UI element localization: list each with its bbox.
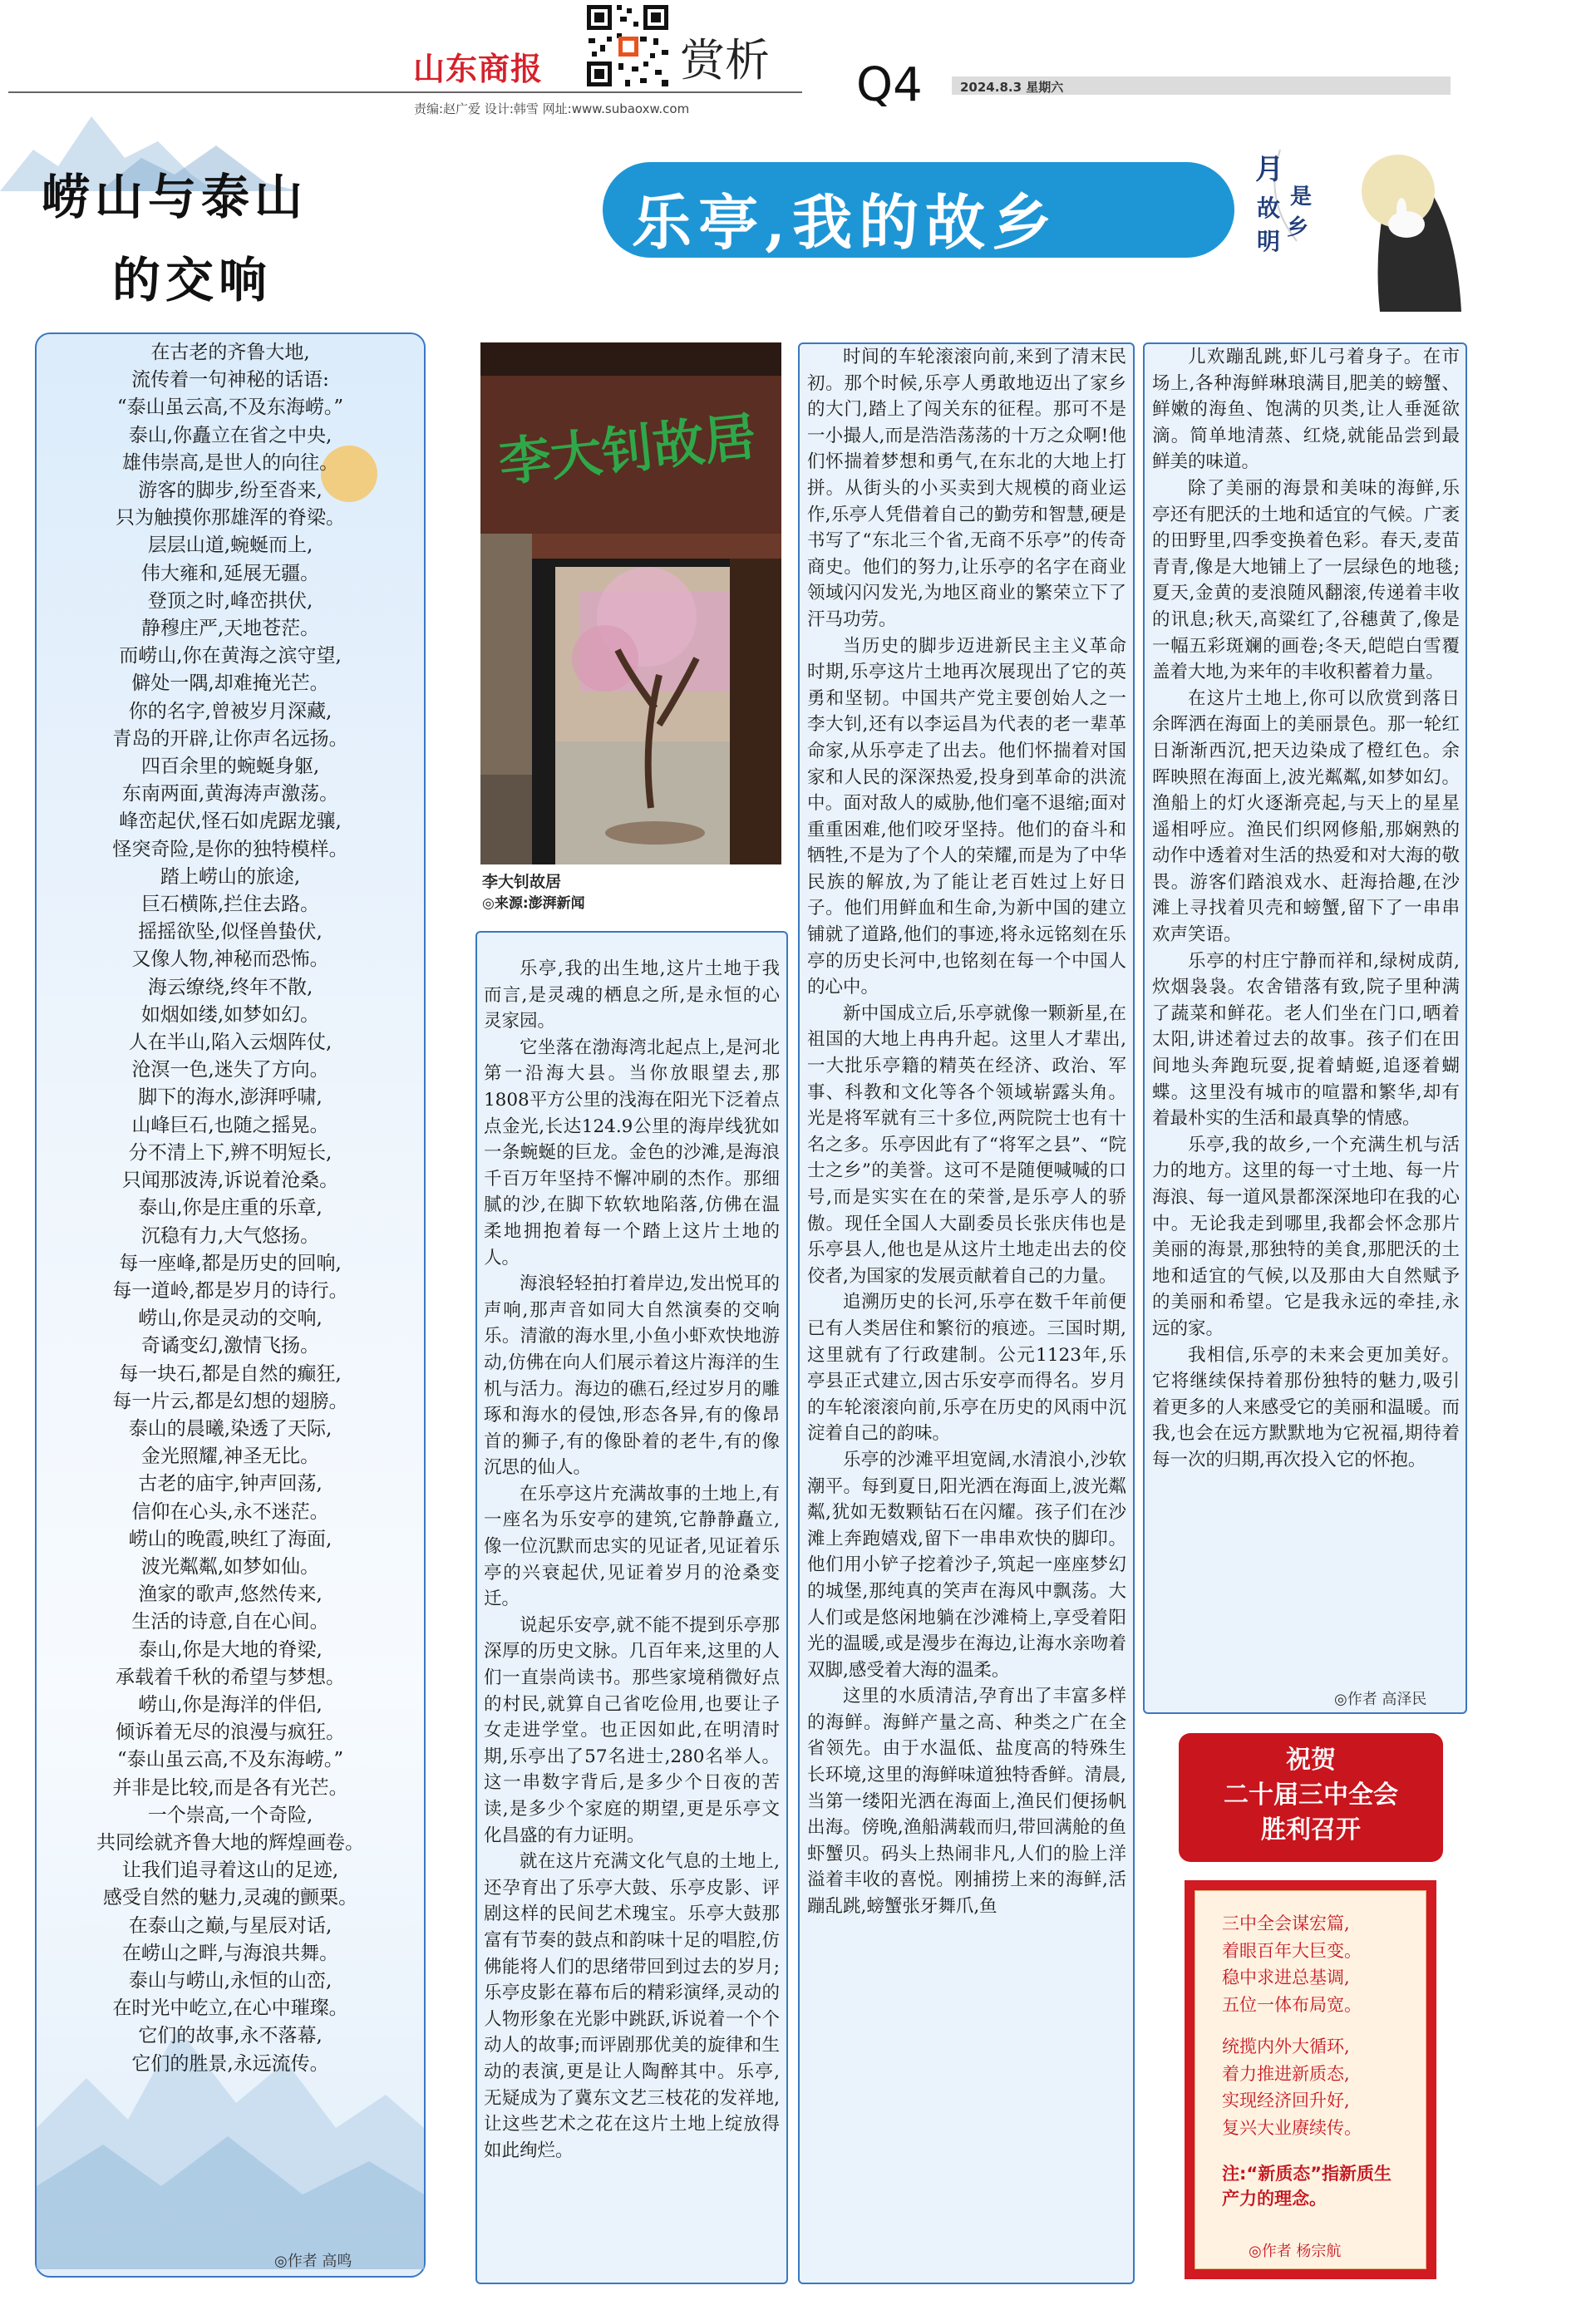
article-paragraph: 当历史的脚步迈进新民主主义革命时期,乐亭这片土地再次展现出了它的英勇和坚韧。中国共产党主要创始人之一李大钊,还有以李运昌为代表的老一辈革命家,从乐亭走了出去。他们怀揣着对国家和人民的深深热爱,投身到革命的洪流中。面对敌人的威胁,他们毫不退缩;面对重重困难,他们咬牙坚持。他们的奋斗和牺牲,不是为了个人的荣耀,而是为了中华民族的解放,为了能让老百姓过上好日子。他们用鲜血和生命,为新中国的建立铺就了道路,他们的事迹,将永远铭刻在乐亭的历史长河中,也铭刻在每一个中国人的心中。 xyxy=(807,635,1126,998)
page-number: Q4 xyxy=(856,58,923,112)
poem-line: 共同绘就齐鲁大地的辉煌画卷。 xyxy=(96,1831,364,1854)
article-paragraph: 乐亭的沙滩平坦宽阔,水清浪小,沙软潮平。每到夏日,阳光洒在海面上,波光粼粼,犹如无数颗钻石在闪耀。孩子们在沙滩上奔跑嬉戏,留下一串串欢快的脚印。他们用小铲子挖着沙子,筑起一座座梦幻的城堡,那纯真的笑声在海风中飘荡。大人们或是悠闲地躺在沙滩椅上,享受着阳光的温暖,或是漫步在海边,让海水亲吻着双脚,感受着大海的温柔。 xyxy=(807,1449,1126,1681)
section-name: 赏析 xyxy=(680,34,770,86)
congrats-poem xyxy=(1222,1910,1405,2141)
poem-line: 金光照耀,神圣无比。 xyxy=(140,1446,320,1468)
column-logo-char-1: 月 xyxy=(1255,153,1283,186)
article-author: ◎作者 高泽民 xyxy=(1334,1691,1427,1708)
poem-line: 泰山,你是庄重的乐章, xyxy=(138,1197,323,1219)
article-paragraph: 我相信,乐亭的未来会更加美好。它将继续保持着那份独特的魅力,吸引着更多的人来感受它的美丽和温暖。而我,也会在远方默默地为它祝福,期待着每一次的归期,再次投入它的怀抱。 xyxy=(1152,1344,1460,1470)
poem-line: 在泰山之巅,与星辰对话, xyxy=(128,1914,332,1937)
left-article-title-line1: 崂山与泰山 xyxy=(42,169,308,225)
column-logo-char-4: 乡 xyxy=(1287,215,1309,240)
poem-line: 怪突奇险,是你的独特模样。 xyxy=(112,838,348,860)
poem-line: 东南两面,黄海涛声激荡。 xyxy=(121,783,339,805)
congrats-poem-line: 稳中求进总基调, xyxy=(1222,1968,1350,1987)
congrats-poem-line: 统揽内外大循环, xyxy=(1222,2037,1350,2056)
poem-line: 每一道岭,都是岁月的诗行。 xyxy=(112,1279,348,1302)
poem-line: 摇摇欲坠,似怪兽蛰伏, xyxy=(138,921,323,943)
article-column-1 xyxy=(484,956,780,2164)
poem-line: 山峰巨石,也随之摇晃。 xyxy=(131,1114,329,1136)
poem-line: 并非是比较,而是各有光芒。 xyxy=(112,1776,348,1799)
poem-line: 在崂山之畔,与海浪共舞。 xyxy=(121,1942,339,1964)
poem-line: 只为触摸你那雄浑的脊梁。 xyxy=(116,507,345,529)
poem-line: 奇谲变幻,激情飞扬。 xyxy=(140,1335,320,1357)
poem-line: 青岛的开辟,让你声名远扬。 xyxy=(112,727,348,750)
poem-line: 古老的庙宇,钟声回荡, xyxy=(138,1473,323,1495)
poem-line: 每一片云,都是幻想的翅膀。 xyxy=(112,1390,348,1412)
poem-line: 倾诉着无尽的浪漫与疯狂。 xyxy=(116,1721,345,1744)
poem-line: 在时光中屹立,在心中璀璨。 xyxy=(112,1997,348,2020)
poem-line: “泰山虽云高,不及东海崂。” xyxy=(116,1749,344,1771)
poem-line: 海云缭绕,终年不散, xyxy=(147,976,313,998)
poem-line: 你的名字,曾被岁月深藏, xyxy=(128,700,332,722)
poem-line: 踏上崂山的旅途, xyxy=(160,865,301,888)
poem-text xyxy=(50,339,411,2078)
poem-line: 每一块石,都是自然的癫狂, xyxy=(119,1362,342,1385)
poem-line: 在古老的齐鲁大地, xyxy=(150,342,310,363)
article-paragraph: 乐亭的村庄宁静而祥和,绿树成荫,炊烟袅袅。农舍错落有致,院子里种满了蔬菜和鲜花。老人们坐在门口,晒着太阳,讲述着过去的故事。孩子们在田间地头奔跑玩耍,捉着蜻蜓,追逐着蝴蝶。这里没有城市的喧嚣和繁华,却有着最朴实的生活和最真挚的情感。 xyxy=(1152,950,1460,1130)
article-paragraph: 它坐落在渤海湾北起点上,是河北第一沿海大县。当你放眼望去,那1808平方公里的浅海在阳光下泛着点点金光,长达124.9公里的海岸线犹如一条蜿蜒的巨龙。金色的沙滩,是海浪千百万年坚持不懈冲刷的杰作。那细腻的沙,在脚下软软地陷落,仿佛在温柔地拥抱着每一个踏上这片土地的人。 xyxy=(484,1037,780,1268)
photo-source: ◎来源:澎湃新闻 xyxy=(482,895,585,912)
poem-line: 崂山,你是灵动的交响, xyxy=(138,1308,323,1330)
column-logo xyxy=(1247,133,1471,316)
poem-line: 只闻那波涛,诉说着沧桑。 xyxy=(121,1170,339,1192)
article-paragraph: 新中国成立后,乐亭就像一颗新星,在祖国的大地上冉冉升起。这里人才辈出,一大批乐亭籍的精英在经济、政治、军事、科教和文化等各个领域崭露头角。光是将军就有三十多位,两院院士也有十名之多。乐亭因此有了“将军之县”、“院士之乡”的美誉。这可不是随便喊喊的口号,而是实实在在的荣誉,是乐亭人的骄傲。现任全国人大副委员长张庆伟也是乐亭县人,他也是从这片土地走出去的佼佼者,为国家的发展贡献着自己的力量。 xyxy=(807,1002,1126,1287)
poem-line: 又像人物,神秘而恐怖。 xyxy=(131,948,329,971)
poem-line: 信仰在心头,永不迷茫。 xyxy=(131,1500,329,1523)
poem-line: 四百余里的蜿蜒身躯, xyxy=(140,756,320,778)
article-paragraph: 在乐亭这片充满故事的土地上,有一座名为乐安亭的建筑,它静静矗立,像一位沉默而忠实的见证者,见证着乐亭的兴衰起伏,见证着岁月的沧桑变迁。 xyxy=(484,1483,780,1610)
congrats-poem-line: 实现经济回升好, xyxy=(1222,2091,1350,2110)
poem-line: 流传着一句神秘的话语: xyxy=(131,369,329,392)
photo-caption: 李大钊故居 xyxy=(482,873,562,891)
congrats-title-line: 胜利召开 xyxy=(1261,1815,1361,1844)
poem-line: 沧溟一色,迷失了方向。 xyxy=(131,1059,329,1081)
article-paragraph: 就在这片充满文化气息的土地上,还孕育出了乐亭大鼓、乐亭皮影、评剧这样的民间艺术瑰宝。乐亭大鼓那富有节奏的鼓点和韵味十足的唱腔,仿佛能将人们的思绪带回到过去的岁月;乐亭皮影在幕布后的精彩演绎,灵动的人物形象在光影中跳跃,诉说着一个个动人的故事;而评剧那优美的旋律和生动的表演,更是让人陶醉其中。乐亭,无疑成为了冀东文艺三枝花的发祥地,让这些艺术之花在这片土地上绽放得如此绚烂。 xyxy=(484,1851,780,2161)
article-column-3 xyxy=(1152,344,1460,1474)
congrats-poem-line: 着力推进新质态, xyxy=(1222,2063,1350,2084)
congrats-author: ◎作者 杨宗航 xyxy=(1249,2243,1342,2260)
article-paragraph: 说起乐安亭,就不能不提到乐亭那深厚的历史文脉。几百年来,这里的人们一直崇尚读书。那些家境稍微好点的村民,就算自己省吃俭用,也要让子女走进学堂。也正因如此,在明清时期,乐亭出了57名进士,280名举人。这一串数字背后,是多少个日夜的苦读,是多少个家庭的期望,更是乐亭文化昌盛的有力证明。 xyxy=(484,1614,780,1846)
article-paragraph: 时间的车轮滚滚向前,来到了清末民初。那个时候,乐亭人勇敢地迈出了家乡的大门,踏上了闯关东的征程。那可不是一小撮人,而是浩浩荡荡的十万之众啊!他们怀揣着梦想和勇气,在东北的大地上打拼。从街头的小买卖到大规模的商业运作,乐亭人凭借着自己的勤劳和智慧,硬是书写了“东北三个省,无商不乐亭”的传奇商史。他们的努力,让乐亭的名字在商业领域闪闪发光,为地区商业的繁荣立下了汗马功劳。 xyxy=(807,347,1126,630)
photo-li-dazhao-residence xyxy=(480,342,781,864)
poem-line: 僻处一隅,却难掩光芒。 xyxy=(131,672,329,695)
poem-line: 分不清上下,辨不明短长, xyxy=(128,1141,332,1164)
poem-line: 崂山的晚霞,映红了海面, xyxy=(128,1528,332,1550)
article-paragraph: 乐亭,我的出生地,这片土地于我而言,是灵魂的栖息之所,是永恒的心灵家园。 xyxy=(484,958,780,1032)
congrats-title-line: 祝贺 xyxy=(1286,1746,1336,1775)
article-column-2 xyxy=(807,344,1126,1920)
article-paragraph: 除了美丽的海景和美味的海鲜,乐亭还有肥沃的土地和适宜的气候。广袤的田野里,四季变换着色彩。春天,麦苗青青,像是大地铺上了一层绿色的地毯;夏天,金黄的麦浪随风翻滚,传递着丰收的讯息;秋天,高粱红了,谷穗黄了,像是一幅五彩斑斓的画卷;冬天,皑皑白雪覆盖着大地,为来年的丰收积蓄着力量。 xyxy=(1152,477,1460,683)
poem-line: 每一座峰,都是历史的回响, xyxy=(119,1252,342,1274)
column-logo-char-2: 是 xyxy=(1290,185,1313,209)
congrats-poem-line: 三中全会谋宏篇, xyxy=(1222,1913,1350,1933)
poem-line: 而崂山,你在黄海之滨守望, xyxy=(119,645,342,667)
photo-sign-text: 李大钊故居 xyxy=(495,406,759,494)
article-paragraph: 这里的水质清洁,孕育出了丰富多样的海鲜。海鲜产量之高、种类之广在全省领先。由于水温低、盐度高的特殊生长环境,这里的海鲜味道独特香鲜。清晨,当第一缕阳光洒在海面上,渔民们便扬帆出海。傍晚,渔船满载而归,带回满舱的鱼虾蟹贝。码头上热闹非凡,人们的脸上洋溢着丰收的喜悦。刚捕捞上来的海鲜,活蹦乱跳,螃蟹张牙舞爪,鱼 xyxy=(807,1686,1126,1918)
poem-line: 雄伟崇高,是世人的向往。 xyxy=(121,451,339,474)
issue-date: 2024.8.3 星期六 xyxy=(960,80,1064,95)
poem-line: “泰山虽云高,不及东海崂。” xyxy=(116,396,344,419)
congrats-poem-line: 五位一体布局宽。 xyxy=(1222,1994,1362,2015)
congrats-title-line: 二十届三中全会 xyxy=(1224,1780,1398,1810)
poem-line: 人在半山,陷入云烟阵仗, xyxy=(128,1032,332,1054)
masthead-rule xyxy=(8,91,802,93)
poem-line: 泰山,你矗立在省之中央, xyxy=(128,424,332,446)
poem-line: 让我们追寻着这山的足迹, xyxy=(121,1859,339,1882)
poem-line: 感受自然的魅力,灵魂的颤栗。 xyxy=(102,1887,358,1909)
newspaper-brand: 山东商报 xyxy=(413,51,544,87)
poem-line: 生活的诗意,自在心间。 xyxy=(131,1611,329,1633)
poem-line: 渔家的歌声,悠然传来, xyxy=(138,1583,323,1606)
poem-line: 如烟如缕,如梦如幻。 xyxy=(140,1003,320,1026)
poem-line: 泰山的晨曦,染透了天际, xyxy=(128,1417,332,1440)
column-logo-char-5: 明 xyxy=(1257,228,1281,255)
congrats-poem-line: 着眼百年大巨变。 xyxy=(1222,1940,1362,1961)
poem-line: 波光粼粼,如梦如仙。 xyxy=(140,1555,320,1578)
poem-line: 峰峦起伏,怪石如虎踞龙骧, xyxy=(119,810,342,833)
poem-line: 静穆庄严,天地苍茫。 xyxy=(140,618,320,640)
poem-line: 沉稳有力,大气悠扬。 xyxy=(140,1224,320,1247)
poem-line: 伟大雍和,延展无疆。 xyxy=(140,562,320,584)
poem-line: 它们的胜景,永远流传。 xyxy=(131,2052,329,2075)
article-paragraph: 海浪轻轻拍打着岸边,发出悦耳的声响,那声音如同大自然演奏的交响乐。清澈的海水里,小鱼小虾欢快地游动,仿佛在向人们展示着这片海洋的生机与活力。海边的礁石,经过岁月的雕琢和海水的侵蚀,形态各异,有的像昂首的狮子,有的像卧着的老牛,有的像沉思的仙人。 xyxy=(484,1273,780,1479)
column-logo-char-3: 故 xyxy=(1257,195,1281,222)
poem-line: 它们的故事,永不落幕, xyxy=(138,2025,323,2047)
editor-credits: 责编:赵广爱 设计:韩雪 网址:www.subaoxw.com xyxy=(414,101,690,116)
left-article-title-line2: 的交响 xyxy=(112,252,273,308)
poem-author: ◎作者 高鸣 xyxy=(274,2253,352,2270)
poem-line: 一个崇高,一个奇险, xyxy=(147,1804,313,1826)
poem-line: 承载着千秋的希望与梦想。 xyxy=(116,1666,345,1688)
poem-line: 泰山与崂山,永恒的山峦, xyxy=(128,1969,332,1992)
main-article-title: 乐亭,我的故乡 xyxy=(632,187,1059,258)
congrats-title xyxy=(1179,1743,1443,1848)
poem-line: 层层山道,蜿蜒而上, xyxy=(147,534,313,557)
congrats-poem-line: 复兴大业赓续传。 xyxy=(1222,2117,1362,2138)
poem-line: 巨石横陈,拦住去路。 xyxy=(140,894,320,916)
article-paragraph: 在这片土地上,你可以欣赏到落日余晖洒在海面上的美丽景色。那一轮红日渐渐西沉,把天边染成了橙红色。余晖映照在海面上,波光粼粼,如梦如幻。渔船上的灯火逐渐亮起,与天上的星星遥相呼应。渔民们织网修船,那娴熟的动作中透着对生活的热爱和对大海的敬畏。游客们踏浪戏水、赶海拾趣,在沙滩上寻找着贝壳和螃蟹,留下了一串串欢声笑语。 xyxy=(1152,687,1460,946)
poem-line: 游客的脚步,纷至沓来, xyxy=(138,480,323,502)
poem-line: 登顶之时,峰峦拱伏, xyxy=(147,589,313,612)
congrats-note: 注:“新质态”指新质生产力的理念。 xyxy=(1222,2164,1392,2209)
article-paragraph: 儿欢蹦乱跳,虾儿弓着身子。在市场上,各种海鲜琳琅满目,肥美的螃蟹、鲜嫩的海鱼、饱满的贝类,让人垂涎欲滴。简单地清蒸、红烧,就能品尝到最鲜美的味道。 xyxy=(1152,347,1460,473)
qr-code-icon xyxy=(582,0,673,91)
poem-line: 泰山,你是大地的脊梁, xyxy=(138,1638,323,1661)
article-paragraph: 追溯历史的长河,乐亭在数千年前便已有人类居住和繁衍的痕迹。三国时期,这里就有了行政建制。公元1123年,乐亭县正式建立,因古乐安亭而得名。岁月的车轮滚滚向前,乐亭在历史的风雨中沉淀着自己的韵味。 xyxy=(807,1292,1126,1445)
poem-line: 崂山,你是海洋的伴侣, xyxy=(138,1693,323,1716)
poem-line: 脚下的海水,澎湃呼啸, xyxy=(138,1086,323,1109)
article-paragraph: 乐亭,我的故乡,一个充满生机与活力的地方。这里的每一寸土地、每一片海浪、每一道风景都深深地印在我的心中。无论我走到哪里,我都会怀念那片美丽的海景,那独特的美食,那肥沃的土地和适宜的气候,以及那由大自然赋予的美丽和希望。它是我永远的牵挂,永远的家。 xyxy=(1152,1134,1460,1339)
